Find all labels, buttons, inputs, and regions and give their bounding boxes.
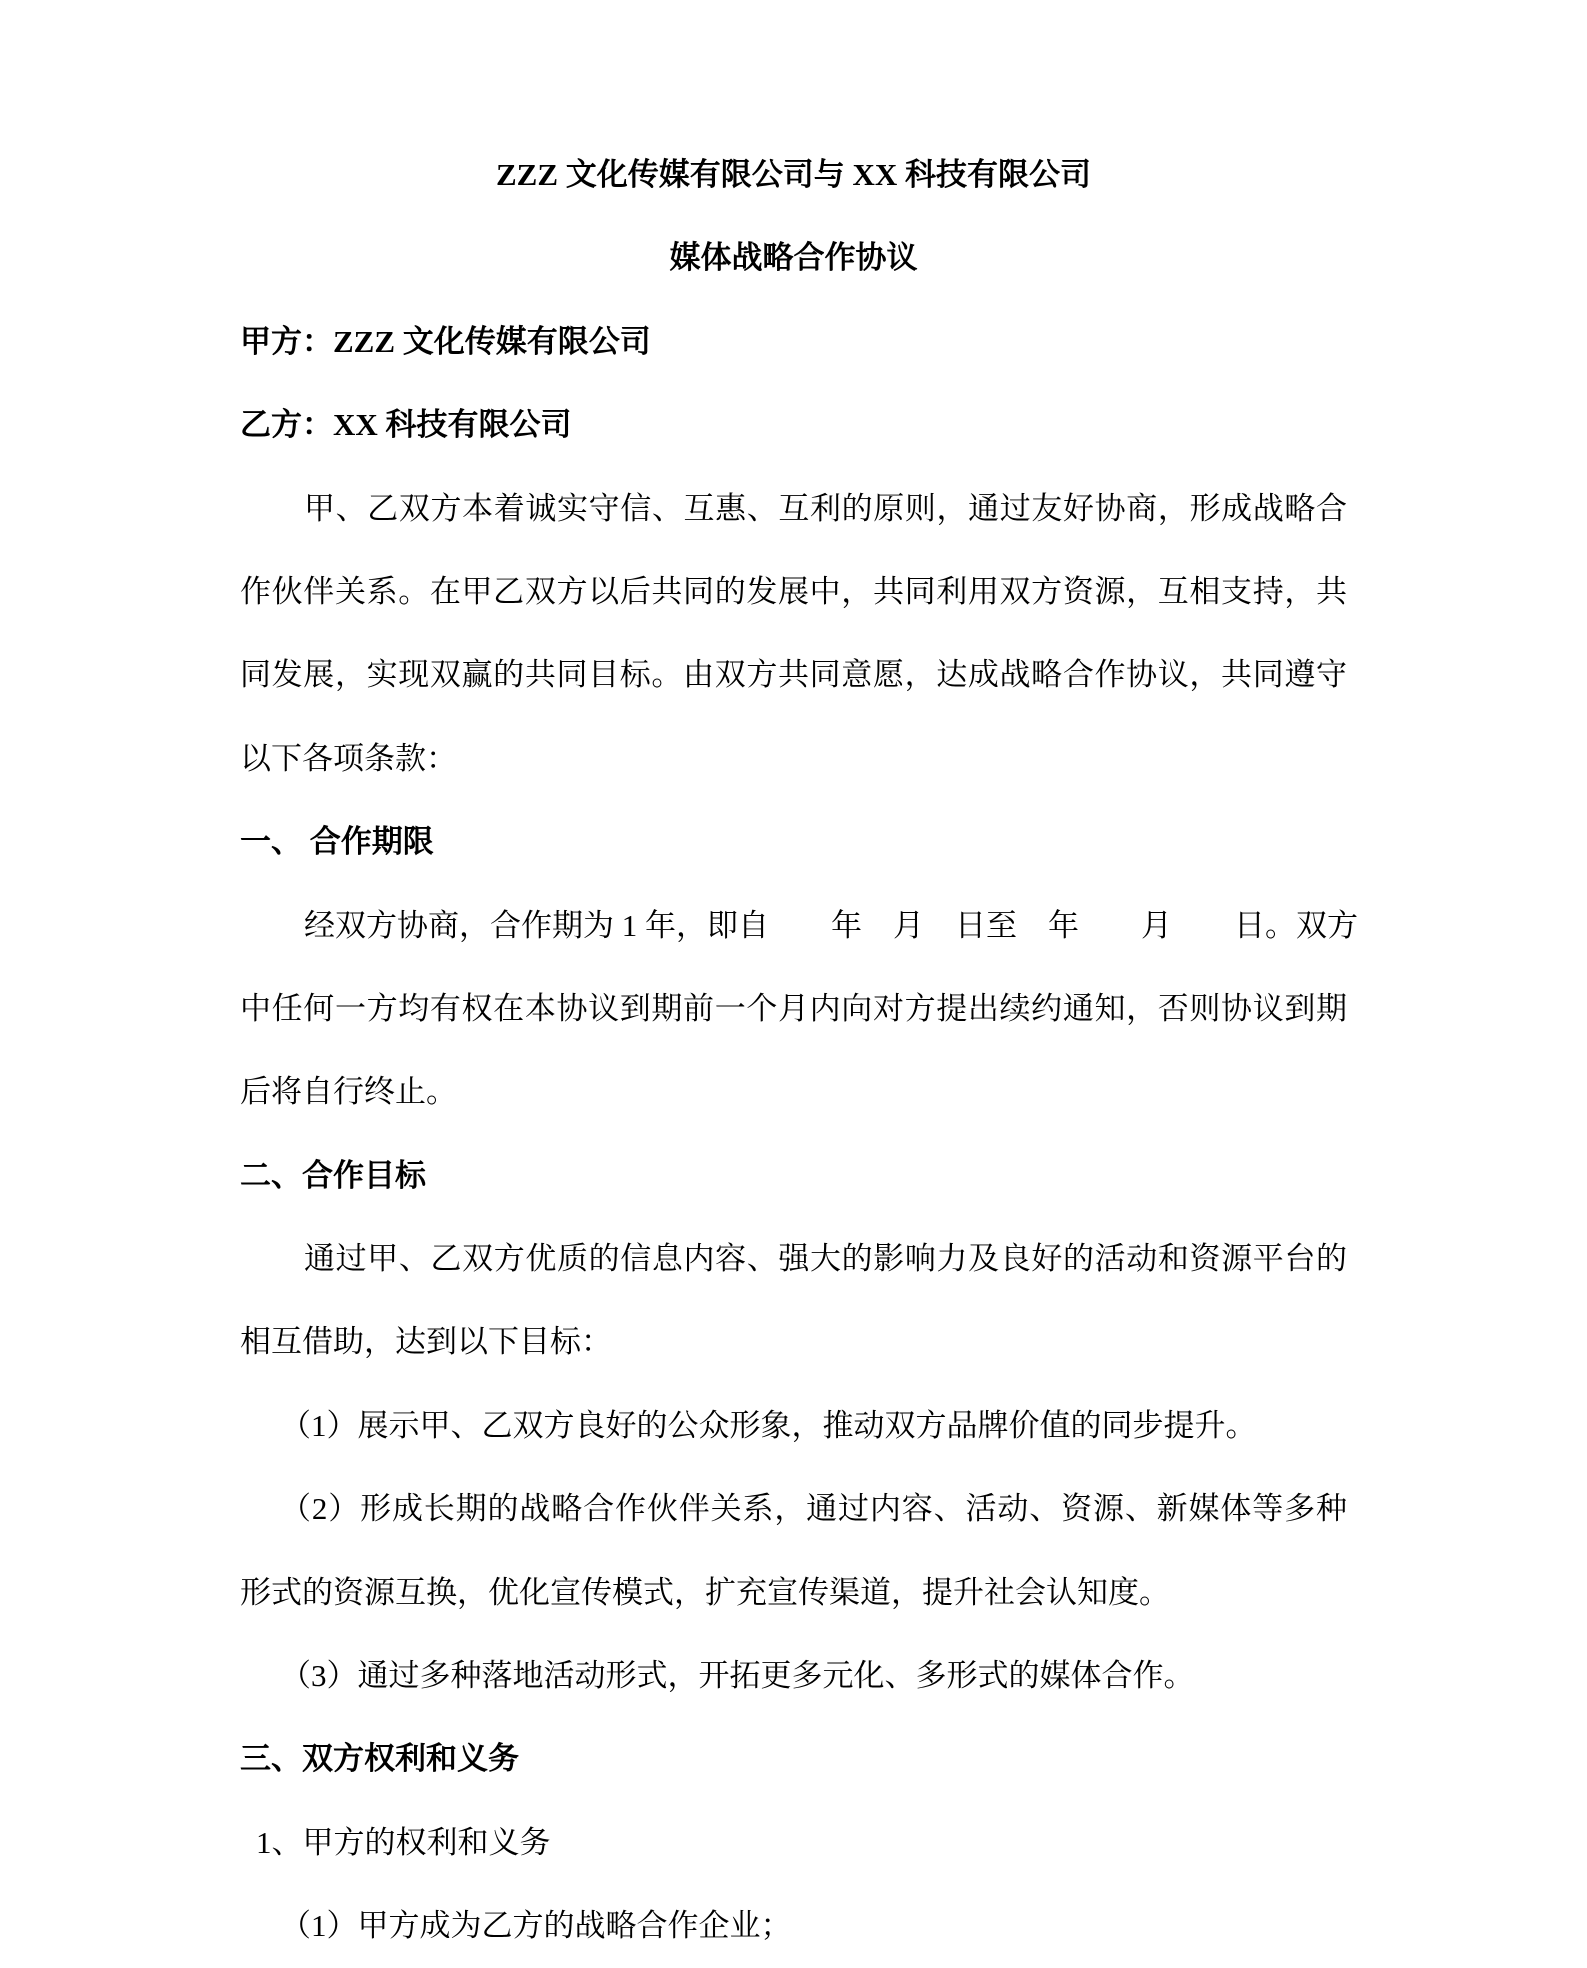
section-2-intro-line-2: 相互借助，达到以下目标：	[240, 1324, 612, 1360]
section-1-heading: 一、 合作期限	[240, 824, 434, 860]
preamble-line-1: 甲、乙双方本着诚实守信、互惠、互利的原则，通过友好协商，形成战略合	[304, 490, 1347, 526]
party-b-line: 乙方：XX 科技有限公司	[240, 407, 572, 443]
section-3-heading: 三、双方权利和义务	[240, 1741, 519, 1777]
section-1-line-3: 后将自行终止。	[240, 1074, 457, 1110]
section-3-sub-1: 1、甲方的权利和义务	[256, 1824, 551, 1860]
section-1-line-1: 经双方协商，合作期为 1 年，即自 年 月 日至 年 月 日。双方	[304, 907, 1358, 943]
preamble-line-2: 作伙伴关系。在甲乙双方以后共同的发展中，共同利用双方资源，互相支持，共	[240, 573, 1347, 609]
section-2-intro-line-1: 通过甲、乙双方优质的信息内容、强大的影响力及良好的活动和资源平台的	[304, 1241, 1347, 1277]
section-3-item-1: （1）甲方成为乙方的战略合作企业；	[280, 1908, 792, 1944]
section-2-heading: 二、合作目标	[240, 1157, 426, 1193]
preamble-line-3: 同发展，实现双赢的共同目标。由双方共同意愿，达成战略合作协议，共同遵守	[240, 657, 1347, 693]
section-2-item-2-line-2: 形式的资源互换，优化宣传模式，扩充宣传渠道，提升社会认知度。	[240, 1574, 1170, 1610]
section-1-line-2: 中任何一方均有权在本协议到期前一个月内向对方提出续约通知，否则协议到期	[240, 990, 1347, 1026]
party-a-line: 甲方：ZZZ 文化传媒有限公司	[240, 323, 651, 359]
section-2-item-1: （1）展示甲、乙双方良好的公众形象，推动双方品牌价值的同步提升。	[280, 1407, 1257, 1443]
preamble-line-4: 以下各项条款：	[240, 740, 457, 776]
section-2-item-3: （3）通过多种落地活动形式，开拓更多元化、多形式的媒体合作。	[280, 1658, 1195, 1694]
doc-title-line-2: 媒体战略合作协议	[669, 240, 918, 276]
section-2-item-2-line-1: （2）形成长期的战略合作伙伴关系，通过内容、活动、资源、新媒体等多种	[280, 1491, 1347, 1527]
doc-title-line-1: ZZZ 文化传媒有限公司与 XX 科技有限公司	[495, 157, 1092, 192]
